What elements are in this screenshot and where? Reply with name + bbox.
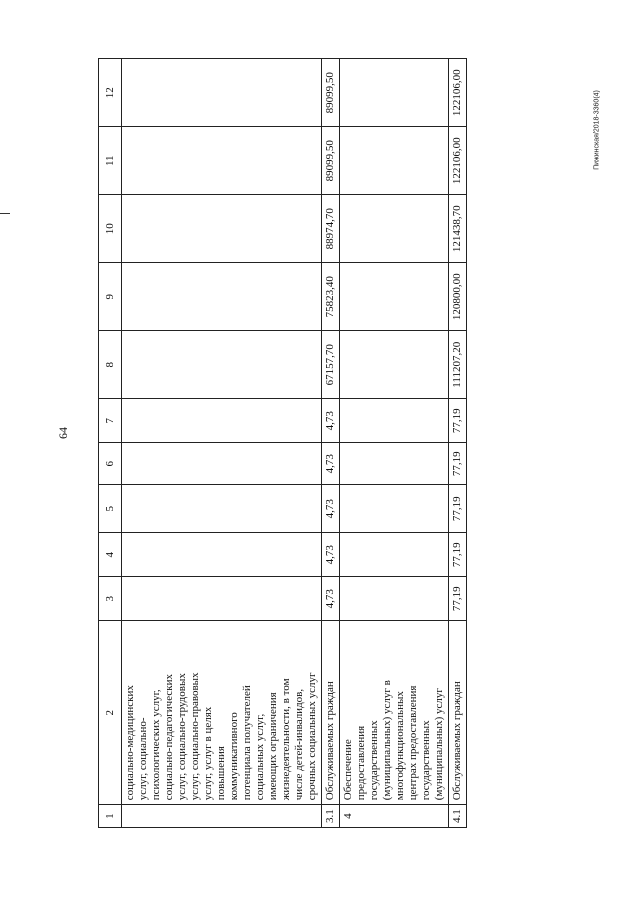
value-cell	[122, 577, 322, 621]
header-cell-2: 2	[99, 621, 122, 805]
value-cell	[122, 443, 322, 485]
header-cell-9: 9	[99, 263, 122, 331]
value-cell	[340, 443, 449, 485]
side-stamp	[582, 50, 612, 210]
description-line: коммуникативного	[228, 712, 240, 801]
value-cell: 120800,00	[449, 263, 467, 331]
description-line: центрах предоставления	[407, 685, 419, 801]
value-cell: 88974,70	[322, 195, 340, 263]
value-cell	[340, 331, 449, 399]
value-cell: 122106,00	[449, 127, 467, 195]
description-line: предоставления	[355, 725, 367, 801]
description-line: многофункциональных	[394, 691, 406, 801]
value-cell	[340, 399, 449, 443]
description-line: Обслуживаемых граждан	[451, 681, 463, 801]
value-cell	[122, 399, 322, 443]
value-cell	[340, 533, 449, 577]
description-line: потенциала получателей	[241, 685, 253, 801]
data-table	[98, 58, 467, 828]
value-cell: 77,19	[449, 577, 467, 621]
header-cell-10: 10	[99, 195, 122, 263]
description-line: услуг, социально-трудовых	[176, 673, 188, 801]
value-cell: 122106,00	[449, 59, 467, 127]
value-cell	[340, 195, 449, 263]
row-description	[449, 621, 467, 805]
value-cell: 77,19	[449, 399, 467, 443]
row-index	[122, 805, 322, 828]
row-index: 4.1	[449, 805, 467, 828]
header-cell-12: 12	[99, 59, 122, 127]
description-line: психологических услуг,	[150, 689, 162, 801]
table-row	[322, 59, 340, 828]
value-cell: 89099,50	[322, 59, 340, 127]
description-line: Обеспечение	[342, 739, 354, 801]
description-line: (муниципальных) услуг	[433, 688, 445, 801]
description-line: услуг, социально-правовых	[189, 672, 201, 801]
description-line: срочных социальных услуг	[306, 672, 318, 801]
description-line: услуг, социально-	[137, 717, 149, 801]
table-row	[122, 59, 322, 828]
value-cell: 67157,70	[322, 331, 340, 399]
description-line: повышения	[215, 746, 227, 801]
value-cell: 77,19	[449, 533, 467, 577]
value-cell: 4,73	[322, 533, 340, 577]
value-cell	[340, 485, 449, 533]
header-cell-3: 3	[99, 577, 122, 621]
value-cell	[122, 331, 322, 399]
value-cell	[340, 127, 449, 195]
description-line: социально-медицинских	[124, 685, 136, 801]
description-line: жизнедеятельности, в том	[280, 678, 292, 801]
description-line: числе детей-инвалидов,	[293, 688, 305, 801]
row-index: 4	[340, 805, 449, 828]
table-row	[449, 59, 467, 828]
value-cell	[122, 127, 322, 195]
value-cell	[340, 577, 449, 621]
value-cell	[122, 59, 322, 127]
value-cell	[122, 195, 322, 263]
value-cell: 111207,20	[449, 331, 467, 399]
header-cell-5: 5	[99, 485, 122, 533]
value-cell	[340, 263, 449, 331]
value-cell: 4,73	[322, 443, 340, 485]
description-line: социальных услуг,	[254, 713, 266, 801]
value-cell: 75823,40	[322, 263, 340, 331]
value-cell	[340, 59, 449, 127]
value-cell: 4,73	[322, 399, 340, 443]
value-cell: 89099,50	[322, 127, 340, 195]
value-cell: 77,19	[449, 443, 467, 485]
value-cell	[122, 263, 322, 331]
side-stamp-text: Пижинская/2018-3360(4)	[593, 90, 601, 170]
value-cell	[122, 485, 322, 533]
row-description	[340, 621, 449, 805]
value-cell: 121438,70	[449, 195, 467, 263]
margin-mark	[0, 213, 10, 214]
header-cell-7: 7	[99, 399, 122, 443]
page-number: 64	[56, 427, 70, 439]
header-cell-4: 4	[99, 533, 122, 577]
description-line: государственных	[420, 720, 432, 801]
rotated-page	[50, 38, 540, 828]
value-cell: 77,19	[449, 485, 467, 533]
description-line: (муниципальных) услуг в	[381, 680, 393, 801]
value-cell	[122, 533, 322, 577]
row-description	[122, 621, 322, 805]
header-cell-8: 8	[99, 331, 122, 399]
table-row	[340, 59, 449, 828]
value-cell: 4,73	[322, 577, 340, 621]
description-line: имеющих ограничения	[267, 692, 279, 801]
header-row	[99, 59, 122, 828]
description-line: Обслуживаемых граждан	[324, 681, 336, 801]
description-line: государственных	[368, 720, 380, 801]
value-cell: 4,73	[322, 485, 340, 533]
description-line: социально-педагогических	[163, 674, 175, 801]
header-cell-6: 6	[99, 443, 122, 485]
description-line: услуг, услуг в целях	[202, 706, 214, 801]
header-cell-11: 11	[99, 127, 122, 195]
row-description	[322, 621, 340, 805]
header-cell-1: 1	[99, 805, 122, 828]
row-index: 3.1	[322, 805, 340, 828]
